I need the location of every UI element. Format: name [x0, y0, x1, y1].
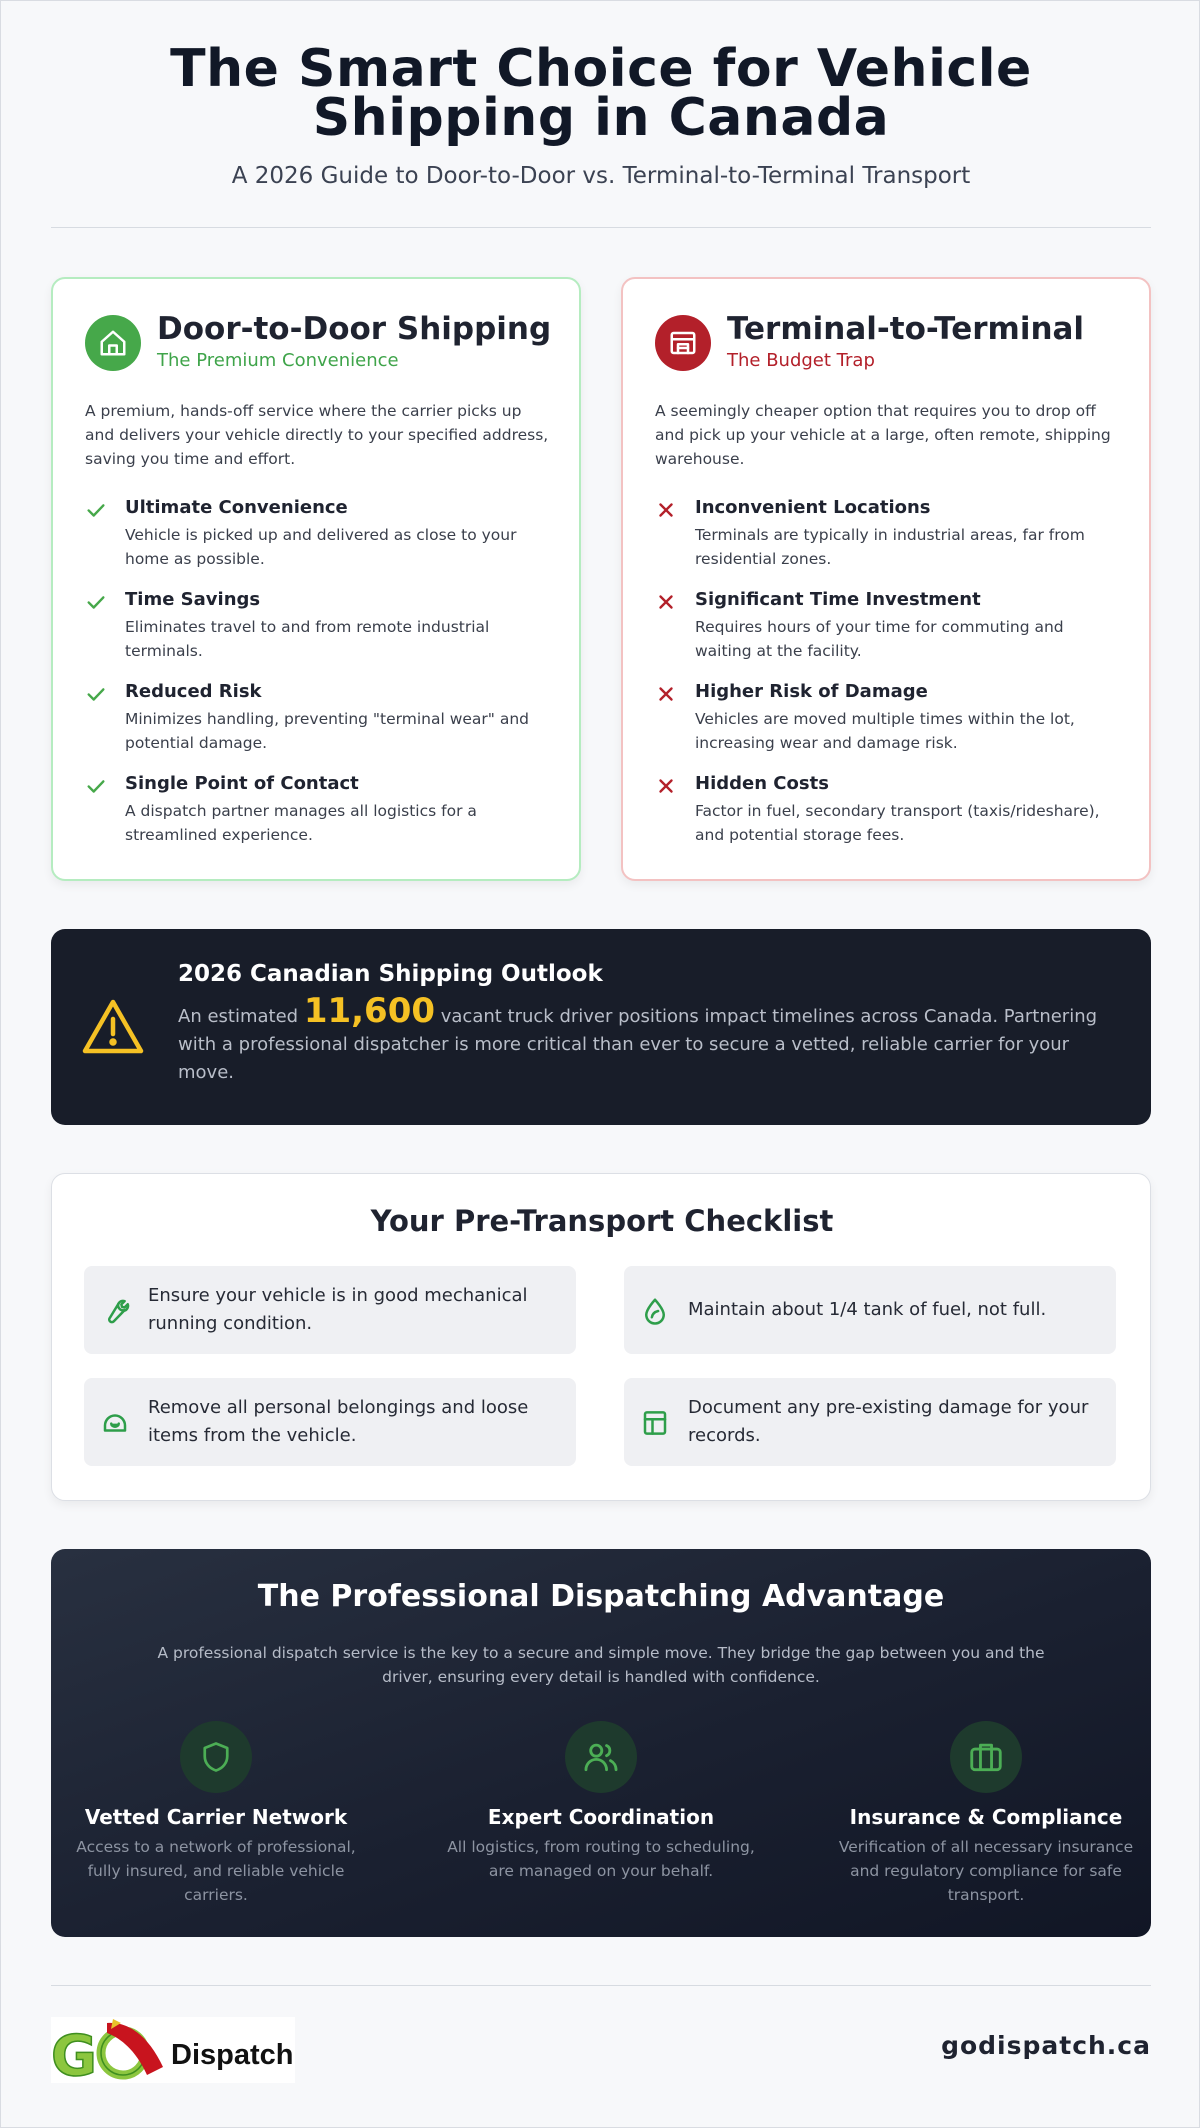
drawback-item — [655, 773, 1125, 853]
drawback-text: Terminals are typically in industrial areas, far from residential zones. — [695, 526, 1085, 568]
checklist-item-text: Maintain about 1/4 tank of fuel, not full. — [688, 1299, 1047, 1320]
benefit-title: Ultimate Convenience — [125, 497, 348, 518]
advantage-column-text: All logistics, from routing to scheduling, are managed on your behalf. — [447, 1838, 755, 1880]
checklist-item-text: Ensure your vehicle is in good mechanical running condition. — [148, 1285, 528, 1334]
wrench-icon — [100, 1296, 130, 1326]
checklist-item — [84, 1266, 576, 1354]
cross-icon — [655, 683, 677, 705]
shield-icon — [180, 1721, 252, 1793]
drawback-title: Inconvenient Locations — [695, 497, 931, 518]
outlook-title: 2026 Canadian Shipping Outlook — [178, 961, 603, 987]
door-to-door-tagline: The Premium Convenience — [157, 350, 399, 371]
home-icon — [85, 315, 141, 371]
outlook-text — [178, 991, 1118, 1087]
outlook-text-after: vacant truck driver positions impact timelines across Canada. Partnering with a professional dispatcher is more critical than ever to secure a vetted, reliable carrier for your move. — [178, 1006, 1098, 1083]
drawback-text: Requires hours of your time for commuting and waiting at the facility. — [695, 618, 1064, 660]
advantage-title: The Professional Dispatching Advantage — [257, 1579, 945, 1614]
logo-word: Dispatch — [171, 2039, 294, 2071]
cross-icon — [655, 591, 677, 613]
check-icon — [85, 683, 107, 705]
cross-icon — [655, 775, 677, 797]
drawback-title: Hidden Costs — [695, 773, 829, 794]
document-icon — [640, 1408, 670, 1438]
benefit-text: Eliminates travel to and from remote industrial terminals. — [125, 618, 490, 660]
briefcase-icon — [950, 1721, 1022, 1793]
terminal-to-terminal-card — [621, 277, 1151, 881]
door-to-door-card — [51, 277, 581, 881]
cross-icon — [655, 499, 677, 521]
fuel-drop-icon — [640, 1296, 670, 1326]
drawback-item — [655, 681, 1125, 761]
warehouse-icon — [655, 315, 711, 371]
door-to-door-description: A premium, hands-off service where the carrier picks up and delivers your vehicle directly to your specified address, saving you time and effort. — [85, 402, 549, 468]
check-icon — [85, 499, 107, 521]
belongings-icon — [100, 1408, 130, 1438]
terminal-tagline: The Budget Trap — [727, 350, 875, 371]
advantage-description: A professional dispatch service is the key to a secure and simple move. They bridge the gap between you and the driver, ensuring every detail is handled with confidence. — [157, 1644, 1045, 1686]
benefit-text: Minimizes handling, preventing "terminal wear" and potential damage. — [125, 710, 530, 752]
benefit-text: A dispatch partner manages all logistics for a streamlined experience. — [125, 802, 477, 844]
driver-shortage-stat: 11,600 — [303, 991, 436, 1031]
drawback-title: Significant Time Investment — [695, 589, 981, 610]
drawback-text: Vehicles are moved multiple times within the lot, increasing wear and damage risk. — [695, 710, 1075, 752]
svg-text:G: G — [51, 2024, 97, 2083]
drawback-item — [655, 589, 1125, 669]
checklist-title: Your Pre-Transport Checklist — [370, 1204, 834, 1238]
dispatching-advantage-section — [51, 1549, 1151, 1937]
benefit-item — [85, 773, 555, 853]
checklist-item-text: Document any pre-existing damage for your records. — [688, 1397, 1089, 1446]
door-to-door-title: Door-to-Door Shipping — [157, 311, 552, 347]
check-icon — [85, 591, 107, 613]
terminal-title: Terminal-to-Terminal — [727, 311, 1085, 347]
terminal-description: A seemingly cheaper option that requires you to drop off and pick up your vehicle at a large, often remote, shipping warehouse. — [655, 402, 1111, 468]
outlook-text-before: An estimated — [178, 1006, 304, 1027]
page-subtitle: A 2026 Guide to Door-to-Door vs. Terminal-to-Terminal Transport — [231, 163, 971, 189]
checklist-item — [624, 1266, 1116, 1354]
header-divider — [51, 227, 1151, 228]
go-logo-mark — [51, 2017, 171, 2083]
benefit-text: Vehicle is picked up and delivered as close to your home as possible. — [125, 526, 517, 568]
check-icon — [85, 775, 107, 797]
benefit-title: Time Savings — [125, 589, 261, 610]
benefit-item — [85, 681, 555, 761]
benefit-item — [85, 589, 555, 669]
checklist-item — [624, 1378, 1116, 1466]
advantage-column-text: Verification of all necessary insurance and regulatory compliance for safe transport. — [838, 1838, 1134, 1904]
drawback-title: Higher Risk of Damage — [695, 681, 928, 702]
drawback-text: Factor in fuel, secondary transport (taxis/rideshare), and potential storage fees. — [695, 802, 1100, 844]
warning-icon — [81, 997, 145, 1057]
pre-transport-checklist — [51, 1173, 1151, 1501]
advantage-column-title: Vetted Carrier Network — [84, 1805, 348, 1829]
page-title: The Smart Choice for Vehicle Shipping in Canada — [170, 39, 1032, 148]
checklist-item-text: Remove all personal belongings and loose items from the vehicle. — [148, 1397, 529, 1446]
checklist-item — [84, 1378, 576, 1466]
go-dispatch-logo[interactable] — [51, 2017, 295, 2083]
advantage-column-text: Access to a network of professional, fully insured, and reliable vehicle carriers. — [76, 1838, 356, 1904]
website-url[interactable]: godispatch.ca — [941, 2031, 1151, 2060]
drawback-item — [655, 497, 1125, 577]
benefit-title: Single Point of Contact — [125, 773, 359, 794]
benefit-item — [85, 497, 555, 577]
users-icon — [565, 1721, 637, 1793]
shipping-outlook-banner — [51, 929, 1151, 1125]
footer-divider — [51, 1985, 1151, 1986]
advantage-column-title: Expert Coordination — [487, 1805, 715, 1829]
benefit-title: Reduced Risk — [125, 681, 262, 702]
advantage-column-title: Insurance & Compliance — [849, 1805, 1123, 1829]
